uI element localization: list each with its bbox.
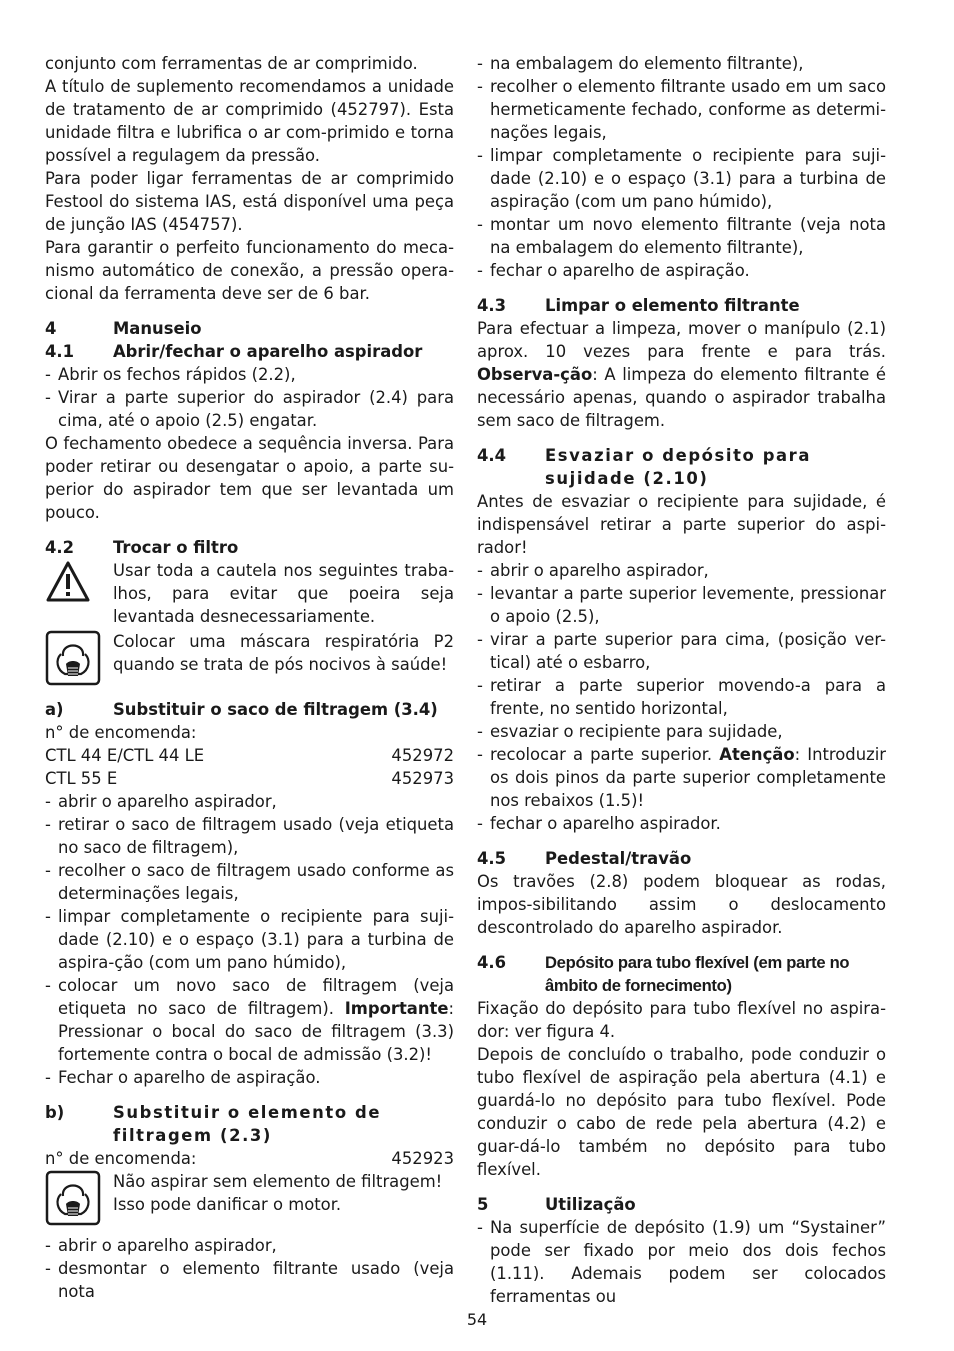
section-number: b)	[45, 1103, 65, 1122]
section-title: Abrir/fechar o aparelho aspirador	[113, 342, 423, 361]
paragraph: Para poder ligar ferramentas de ar comprimido Festool do sistema IAS, está disponível uma peça de junção IAS (454757).	[45, 169, 454, 234]
section-title: Trocar o filtro	[113, 538, 239, 557]
section-number: 4.5	[477, 849, 507, 868]
section-heading-5	[477, 1193, 886, 1216]
paragraph: Fixação do depósito para tubo flexível no aspira-dor: ver figura 4.	[477, 999, 886, 1041]
paragraph: conjunto com ferramentas de ar comprimido.	[45, 54, 418, 73]
item-text: recolocar a parte superior.	[490, 745, 720, 764]
list-item: - recolher o saco de filtragem usado conforme as determinações legais,	[45, 859, 454, 905]
section-title: Manuseio	[113, 319, 202, 338]
section-number: 4.3	[477, 296, 507, 315]
list-item: - desmontar o elemento filtrante usado (veja nota	[45, 1257, 454, 1303]
paragraph: O fechamento obedece a sequência inversa. Para poder retirar ou desengatar o apoio, a parte su-perior do aspirador tem que ser levantada um pouco.	[45, 434, 454, 522]
list-item: - retirar o saco de filtragem usado (veja etiqueta no saco de filtragem),	[45, 813, 454, 859]
section-heading-a	[45, 698, 454, 721]
list-item: - montar um novo elemento filtrante (veja nota na embalagem do elemento filtrante),	[477, 213, 886, 259]
list-item: - Abrir os fechos rápidos (2.2),	[45, 363, 454, 386]
list-item: - retirar a parte superior movendo-a para a frente, no sentido horizontal,	[477, 674, 886, 720]
list-item	[477, 743, 886, 812]
mask-text: Colocar uma máscara respiratória P2 quando se trata de pós nocivos à saúde!	[113, 632, 454, 674]
section-heading-4-4	[477, 444, 886, 490]
list-item: - fechar o aparelho aspirador.	[477, 812, 886, 835]
order-row	[45, 767, 454, 790]
section-heading-4-6	[477, 951, 886, 997]
paragraph: Antes de esvaziar o recipiente para sujidade, é indispensável retirar a parte superior do aspi-rador!	[477, 492, 886, 557]
paragraph: A título de suplemento recomendamos a unidade de tratamento de ar comprimido (452797). Esta unidade filtra e lubrifica o ar com-primido e torna possível a regulagem da pressão.	[45, 77, 454, 165]
section-number: 4.2	[45, 538, 75, 557]
list-item: - esvaziar o recipiente para sujidade,	[477, 720, 886, 743]
model-name: CTL 44 E/CTL 44 LE	[45, 746, 205, 765]
list-item: - Na superfície de depósito (1.9) um “Systainer” pode ser fixado por meio dos dois fechos (1.11). Ademais podem ser colocados ferramentas ou	[477, 1216, 886, 1308]
list-item: - Fechar o aparelho de aspiração.	[45, 1066, 454, 1089]
list-item: - abrir o aparelho aspirador,	[45, 1234, 454, 1257]
warning-text: Usar toda a cautela nos seguintes traba-lhos, para evitar que poeira seja levantada desnecessariamente.	[113, 561, 454, 626]
list-item: - limpar completamente o recipiente para suji-dade (2.10) e o espaço (3.1) para a turbina de aspiração (com um pano húmido),	[477, 144, 886, 213]
section-heading-4-3	[477, 294, 886, 317]
list-item: - virar a parte superior para cima, (posição ver-tical) até o esbarro,	[477, 628, 886, 674]
paragraph	[477, 317, 886, 432]
order-code: 452923	[391, 1149, 454, 1168]
list-item: - Virar a parte superior do aspirador (2.4) para cima, até o apoio (2.5) engatar.	[45, 386, 454, 432]
item-text: na embalagem do elemento filtrante),	[490, 54, 804, 73]
section-title: Limpar o elemento filtrante	[545, 296, 800, 315]
section-heading-4-2	[45, 536, 454, 559]
order-label: n° de encomenda:	[45, 723, 197, 742]
list-item: - abrir o aparelho aspirador,	[45, 790, 454, 813]
section-number: 4	[45, 319, 57, 338]
list-item-continued	[477, 52, 886, 75]
mask-note	[45, 1170, 454, 1226]
order-code: 452972	[391, 746, 454, 765]
order-row	[45, 744, 454, 767]
mask-note	[45, 630, 454, 686]
list-item: - limpar completamente o recipiente para suji-dade (2.10) e o espaço (3.1) para a turbina de aspira-ção (com um pano húmido),	[45, 905, 454, 974]
paragraph: Para garantir o perfeito funcionamento do meca-nismo automático de conexão, a pressão opera-cional da ferramenta deve ser de 6 bar.	[45, 238, 454, 303]
section-number: 4.1	[45, 342, 75, 361]
section-number: 4.4	[477, 446, 507, 465]
section-title: Depósito para tubo flexível (em parte no âmbito de fornecimento)	[545, 953, 850, 995]
item-text: : Pressionar o bocal do saco de filtragem (3.3) fortemente contra o bocal de admissão (3.2)!	[58, 999, 454, 1064]
section-title: Pedestal/travão	[545, 849, 692, 868]
paragraph: Os travões (2.8) podem bloquear as rodas, impos-sibilitando assim o deslocamento descontrolado do aparelho aspirador.	[477, 872, 886, 937]
item-text: colocar um novo saco de filtragem (veja etiqueta no saco de filtragem).	[58, 976, 454, 1018]
section-heading-4-5	[477, 847, 886, 870]
emphasis: Observa-ção	[477, 365, 593, 384]
para-text: : A limpeza do elemento filtrante é necessário apenas, quando o aspirador trabalha sem saco de filtragem.	[477, 365, 886, 430]
right-column	[477, 52, 886, 1308]
order-code: 452973	[391, 769, 454, 788]
section-number: a)	[45, 700, 64, 719]
model-name: CTL 55 E	[45, 769, 118, 788]
section-number: 4.6	[477, 953, 507, 972]
paragraph: Depois de concluído o trabalho, pode conduzir o tubo flexível de aspiração pela abertura (4.1) e guardá-lo no depósito para tubo flexível. Pode conduzir o cabo de rede pela abertura (4.2) e guar-dá-lo também no depósito para tubo flexível.	[477, 1045, 886, 1179]
emphasis: Importante	[344, 999, 449, 1018]
section-heading-b	[45, 1101, 454, 1147]
list-item: - levantar a parte superior levemente, pressionar o apoio (2.5),	[477, 582, 886, 628]
section-heading-4-1	[45, 340, 454, 363]
section-heading-4	[45, 317, 454, 340]
section-title: Utilização	[545, 1195, 636, 1214]
emphasis: Atenção	[719, 745, 795, 764]
list-item: - recolher o elemento filtrante usado em um saco hermeticamente fechado, conforme as determi-nações legais,	[477, 75, 886, 144]
section-title: Substituir o saco de filtragem (3.4)	[113, 700, 438, 719]
warning-note	[45, 559, 454, 628]
section-title: Substituir o elemento de filtragem (2.3)	[113, 1103, 382, 1145]
list-item: - abrir o aparelho aspirador,	[477, 559, 886, 582]
order-row	[45, 1147, 454, 1170]
warning-triangle-icon	[45, 559, 91, 605]
section-number: 5	[477, 1195, 489, 1214]
order-label: n° de encomenda:	[45, 1149, 197, 1168]
respirator-mask-icon	[45, 630, 101, 686]
section-title: Esvaziar o depósito para sujidade (2.10)	[545, 446, 812, 488]
item-text: : Introduzir os dois pinos da parte superior completamente nos rebaixos (1.5)!	[490, 745, 886, 810]
para-text: Para efectuar a limpeza, mover o manípulo (2.1) aprox. 10 vezes para frente e para trás.	[477, 319, 886, 361]
respirator-mask-icon	[45, 1170, 101, 1226]
list-item: - fechar o aparelho de aspiração.	[477, 259, 886, 282]
list-item	[45, 974, 454, 1066]
mask-text: Não aspirar sem elemento de filtragem! Isso pode danificar o motor.	[113, 1172, 443, 1214]
left-column	[45, 52, 454, 1303]
page-number: 54	[466, 1310, 488, 1329]
